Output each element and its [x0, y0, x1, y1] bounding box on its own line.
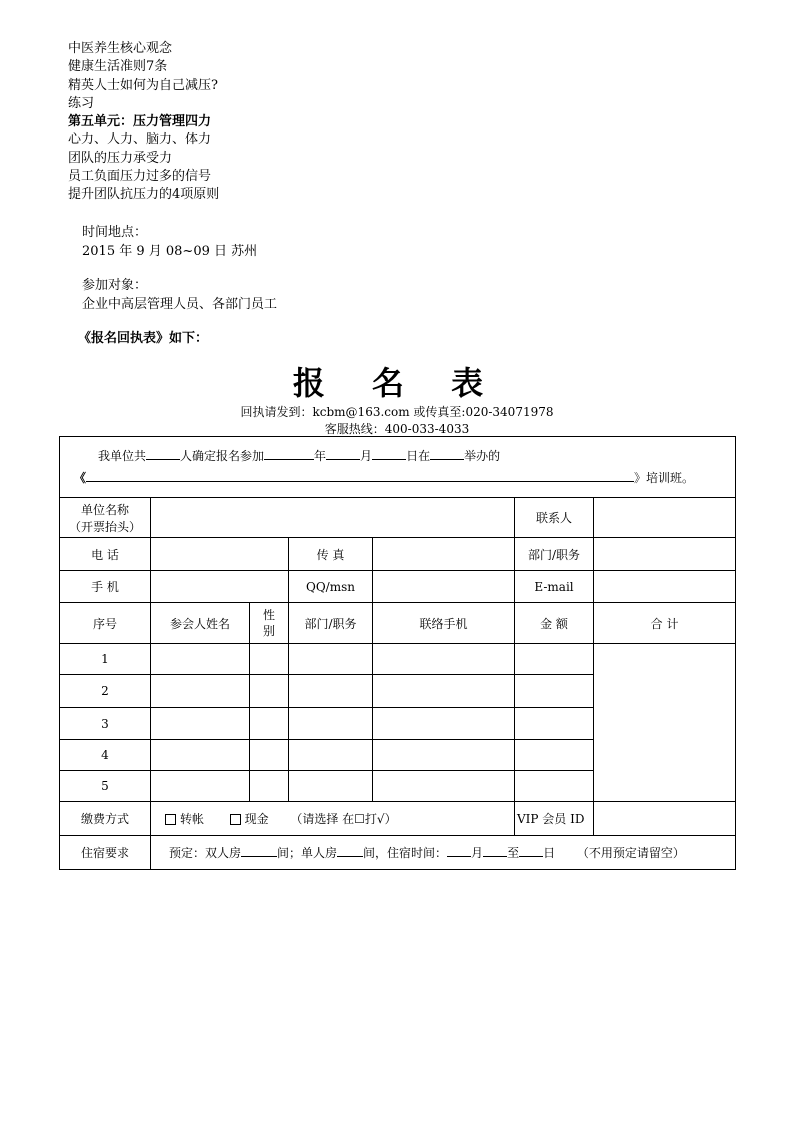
lodging-row	[151, 836, 736, 870]
amount-cell[interactable]	[515, 771, 594, 802]
amount-cell[interactable]	[515, 740, 594, 771]
cash-checkbox[interactable]	[230, 814, 241, 825]
place-blank[interactable]	[430, 447, 464, 460]
lodging-text: 月	[471, 846, 484, 860]
mobile-cell[interactable]	[373, 675, 515, 708]
lodging-text: 间；单人房	[277, 846, 338, 860]
row-number: 2	[60, 675, 151, 708]
qq-field[interactable]	[373, 571, 515, 603]
email-field[interactable]	[594, 571, 736, 603]
contact-field[interactable]	[594, 498, 736, 538]
dept-cell[interactable]	[289, 771, 373, 802]
transfer-checkbox[interactable]	[165, 814, 176, 825]
phone-label: 电 话	[60, 538, 151, 571]
count-blank[interactable]	[146, 447, 180, 460]
qq-label: QQ/msn	[289, 571, 373, 603]
payment-options	[151, 802, 515, 836]
intro-text: 年	[314, 449, 327, 463]
form-title: 报 名 表	[292, 364, 502, 402]
form-intro: 《报名回执表》如下：	[78, 331, 209, 346]
lodging-text: 日	[543, 846, 556, 860]
from-day-blank[interactable]	[483, 844, 507, 857]
amount-cell[interactable]	[515, 675, 594, 708]
fax-label: 传 真	[289, 538, 373, 571]
lodging-text: 至	[507, 846, 520, 860]
phone-field[interactable]	[151, 538, 289, 571]
company-label: 单位名称 （开票抬头）	[60, 498, 151, 538]
vip-label: VIP 会员 ID	[515, 802, 594, 836]
outline-item: 提升团队抗压力的4项原则	[68, 187, 220, 203]
email-label: E-mail	[515, 571, 594, 603]
target-label: 参加对象：	[82, 278, 148, 293]
year-blank[interactable]	[264, 447, 314, 460]
outline-item: 健康生活准则7条	[68, 59, 168, 75]
outline-item: 练习	[68, 95, 95, 111]
row-number: 3	[60, 708, 151, 740]
col-header-total: 合 计	[594, 603, 736, 644]
intro-text: 》培训班。	[634, 471, 695, 485]
payment-label: 缴费方式	[60, 802, 151, 836]
dept-label: 部门/职务	[515, 538, 594, 571]
contact-label: 联系人	[515, 498, 594, 538]
from-month-blank[interactable]	[447, 844, 471, 857]
lodging-label: 住宿要求	[60, 836, 151, 870]
lodging-text: 预定：双人房	[169, 846, 242, 860]
dept-cell[interactable]	[289, 708, 373, 740]
amount-cell[interactable]	[515, 708, 594, 740]
name-cell[interactable]	[151, 644, 250, 675]
time-label: 时间地点：	[82, 225, 148, 240]
lodging-text: 间，住宿时间：	[363, 846, 448, 860]
intro-text: 人确定报名参加	[180, 449, 265, 463]
row-number: 1	[60, 644, 151, 675]
target-value: 企业中高层管理人员、各部门员工	[82, 297, 278, 312]
to-day-blank[interactable]	[519, 844, 543, 857]
mobile-label: 手 机	[60, 571, 151, 603]
intro-text: 《	[74, 471, 87, 485]
day-blank[interactable]	[372, 447, 406, 460]
row-number: 4	[60, 740, 151, 771]
mobile-cell[interactable]	[373, 740, 515, 771]
dept-cell[interactable]	[289, 675, 373, 708]
name-cell[interactable]	[151, 740, 250, 771]
intro-text: 月	[360, 449, 373, 463]
outline-item: 精英人士如何为自己减压?	[68, 77, 218, 93]
gender-cell[interactable]	[250, 644, 289, 675]
lodging-note: （不用预定请留空）	[576, 846, 685, 860]
outline-item: 中医养生核心观念	[68, 41, 173, 56]
course-outline	[68, 40, 219, 205]
name-cell[interactable]	[151, 771, 250, 802]
gender-cell[interactable]	[250, 708, 289, 740]
row-number: 5	[60, 771, 151, 802]
col-header-gender: 性别	[250, 603, 289, 644]
mobile-cell[interactable]	[373, 708, 515, 740]
intro-text: 日在	[406, 449, 431, 463]
vip-field[interactable]	[594, 802, 736, 836]
reply-line: 回执请发到：kcbm@163.com 或传真至:020-34071978	[240, 405, 554, 419]
outline-item: 心力、人力、脑力、体力	[68, 132, 212, 148]
dept-cell[interactable]	[289, 644, 373, 675]
total-cell[interactable]	[594, 644, 736, 802]
hotline: 客服热线：400-033-4033	[324, 422, 470, 436]
dept-cell[interactable]	[289, 740, 373, 771]
mobile-cell[interactable]	[373, 644, 515, 675]
gender-cell[interactable]	[250, 675, 289, 708]
fax-field[interactable]	[373, 538, 515, 571]
single-room-blank[interactable]	[337, 844, 363, 857]
company-field[interactable]	[151, 498, 515, 538]
gender-cell[interactable]	[250, 771, 289, 802]
unit-heading: 第五单元：压力管理四力	[68, 114, 212, 130]
outline-item: 员工负面压力过多的信号	[68, 169, 212, 185]
double-room-blank[interactable]	[241, 844, 277, 857]
col-header-name: 参会人姓名	[151, 603, 250, 644]
col-header-mobile: 联络手机	[373, 603, 515, 644]
gender-cell[interactable]	[250, 740, 289, 771]
dept-field[interactable]	[594, 538, 736, 571]
registration-form	[59, 436, 736, 870]
name-cell[interactable]	[151, 675, 250, 708]
transfer-label: 转帐	[180, 812, 205, 826]
outline-item: 团队的压力承受力	[68, 150, 173, 166]
table-row	[60, 644, 736, 675]
name-cell[interactable]	[151, 708, 250, 740]
intro-text: 我单位共	[98, 449, 147, 463]
col-header-dept: 部门/职务	[289, 603, 373, 644]
intro-row	[60, 437, 736, 498]
col-header-no: 序号	[60, 603, 151, 644]
cash-label: 现金	[244, 812, 269, 826]
col-header-amount: 金 额	[515, 603, 594, 644]
mobile-field[interactable]	[151, 571, 289, 603]
month-blank[interactable]	[326, 447, 360, 460]
course-name-blank[interactable]	[86, 469, 634, 482]
time-value: 2015 年 9 月 08~09 日 苏州	[82, 244, 258, 259]
mobile-cell[interactable]	[373, 771, 515, 802]
payment-note: （请选择 在☐打√）	[290, 812, 397, 826]
intro-text: 举办的	[464, 449, 501, 463]
amount-cell[interactable]	[515, 644, 594, 675]
